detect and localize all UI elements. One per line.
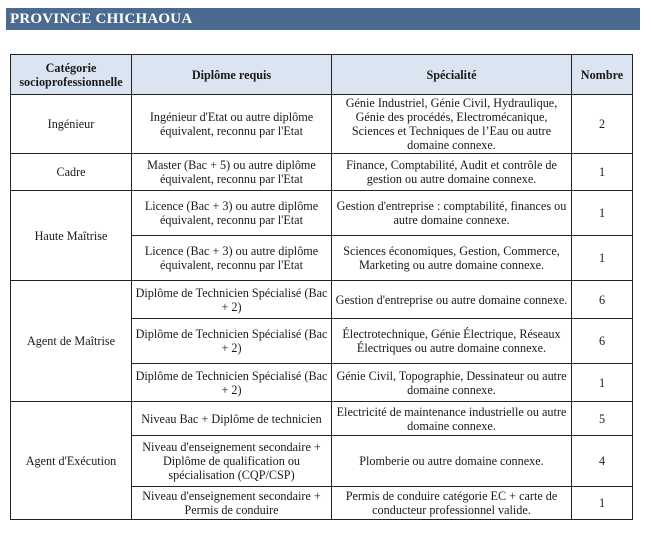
specialty-cell: Electricité de maintenance industrielle ou autre domaine connexe. — [332, 402, 572, 436]
category-cell: Haute Maîtrise — [11, 191, 132, 281]
count-cell: 1 — [572, 191, 633, 236]
diploma-cell: Licence (Bac + 3) ou autre diplôme équivalent, reconnu par l'Etat — [132, 191, 332, 236]
specialty-cell: Gestion d'entreprise : comptabilité, finances ou autre domaine connexe. — [332, 191, 572, 236]
table-row — [11, 154, 633, 191]
table-row — [11, 402, 633, 436]
count-cell: 1 — [572, 236, 633, 281]
count-cell: 1 — [572, 487, 633, 520]
specialty-cell: Génie Industriel, Génie Civil, Hydraulique, Génie des procédés, Electromécanique, Sciences et Techniques de l’Eau ou autre domaine connexe. — [332, 95, 572, 154]
count-cell: 6 — [572, 281, 633, 319]
diploma-cell: Niveau Bac + Diplôme de technicien — [132, 402, 332, 436]
specialty-cell: Finance, Comptabilité, Audit et contrôle de gestion ou autre domaine connexe. — [332, 154, 572, 191]
diploma-cell: Niveau d'enseignement secondaire + Permis de conduire — [132, 487, 332, 520]
count-cell: 2 — [572, 95, 633, 154]
header-nombre: Nombre — [572, 55, 633, 95]
specialty-cell: Plomberie ou autre domaine connexe. — [332, 436, 572, 487]
category-cell: Cadre — [11, 154, 132, 191]
diploma-cell: Licence (Bac + 3) ou autre diplôme équivalent, reconnu par l'Etat — [132, 236, 332, 281]
province-title: PROVINCE CHICHAOUA — [6, 8, 640, 30]
diploma-cell: Ingénieur d'Etat ou autre diplôme équivalent, reconnu par l'Etat — [132, 95, 332, 154]
diploma-cell: Master (Bac + 5) ou autre diplôme équivalent, reconnu par l'Etat — [132, 154, 332, 191]
specialty-cell: Permis de conduire catégorie EC + carte de conducteur professionnel valide. — [332, 487, 572, 520]
table-row — [11, 95, 633, 154]
count-cell: 1 — [572, 154, 633, 191]
specialty-cell: Électrotechnique, Génie Électrique, Réseaux Électriques ou autre domaine connexe. — [332, 319, 572, 364]
header-categorie: Catégorie socioprofessionnelle — [11, 55, 132, 95]
header-specialite: Spécialité — [332, 55, 572, 95]
diploma-cell: Diplôme de Technicien Spécialisé (Bac + 2) — [132, 319, 332, 364]
count-cell: 4 — [572, 436, 633, 487]
count-cell: 5 — [572, 402, 633, 436]
count-cell: 6 — [572, 319, 633, 364]
recruitment-table — [10, 54, 633, 520]
specialty-cell: Génie Civil, Topographie, Dessinateur ou autre domaine connexe. — [332, 364, 572, 402]
category-cell: Ingénieur — [11, 95, 132, 154]
table-row — [11, 191, 633, 236]
category-cell: Agent d'Exécution — [11, 402, 132, 520]
diploma-cell: Niveau d'enseignement secondaire + Diplôme de qualification ou spécialisation (CQP/CSP) — [132, 436, 332, 487]
specialty-cell: Gestion d'entreprise ou autre domaine connexe. — [332, 281, 572, 319]
table-header-row — [11, 55, 633, 95]
diploma-cell: Diplôme de Technicien Spécialisé (Bac + 2) — [132, 364, 332, 402]
diploma-cell: Diplôme de Technicien Spécialisé (Bac + 2) — [132, 281, 332, 319]
category-cell: Agent de Maîtrise — [11, 281, 132, 402]
count-cell: 1 — [572, 364, 633, 402]
header-diplome: Diplôme requis — [132, 55, 332, 95]
table-row — [11, 281, 633, 319]
specialty-cell: Sciences économiques, Gestion, Commerce, Marketing ou autre domaine connexe. — [332, 236, 572, 281]
